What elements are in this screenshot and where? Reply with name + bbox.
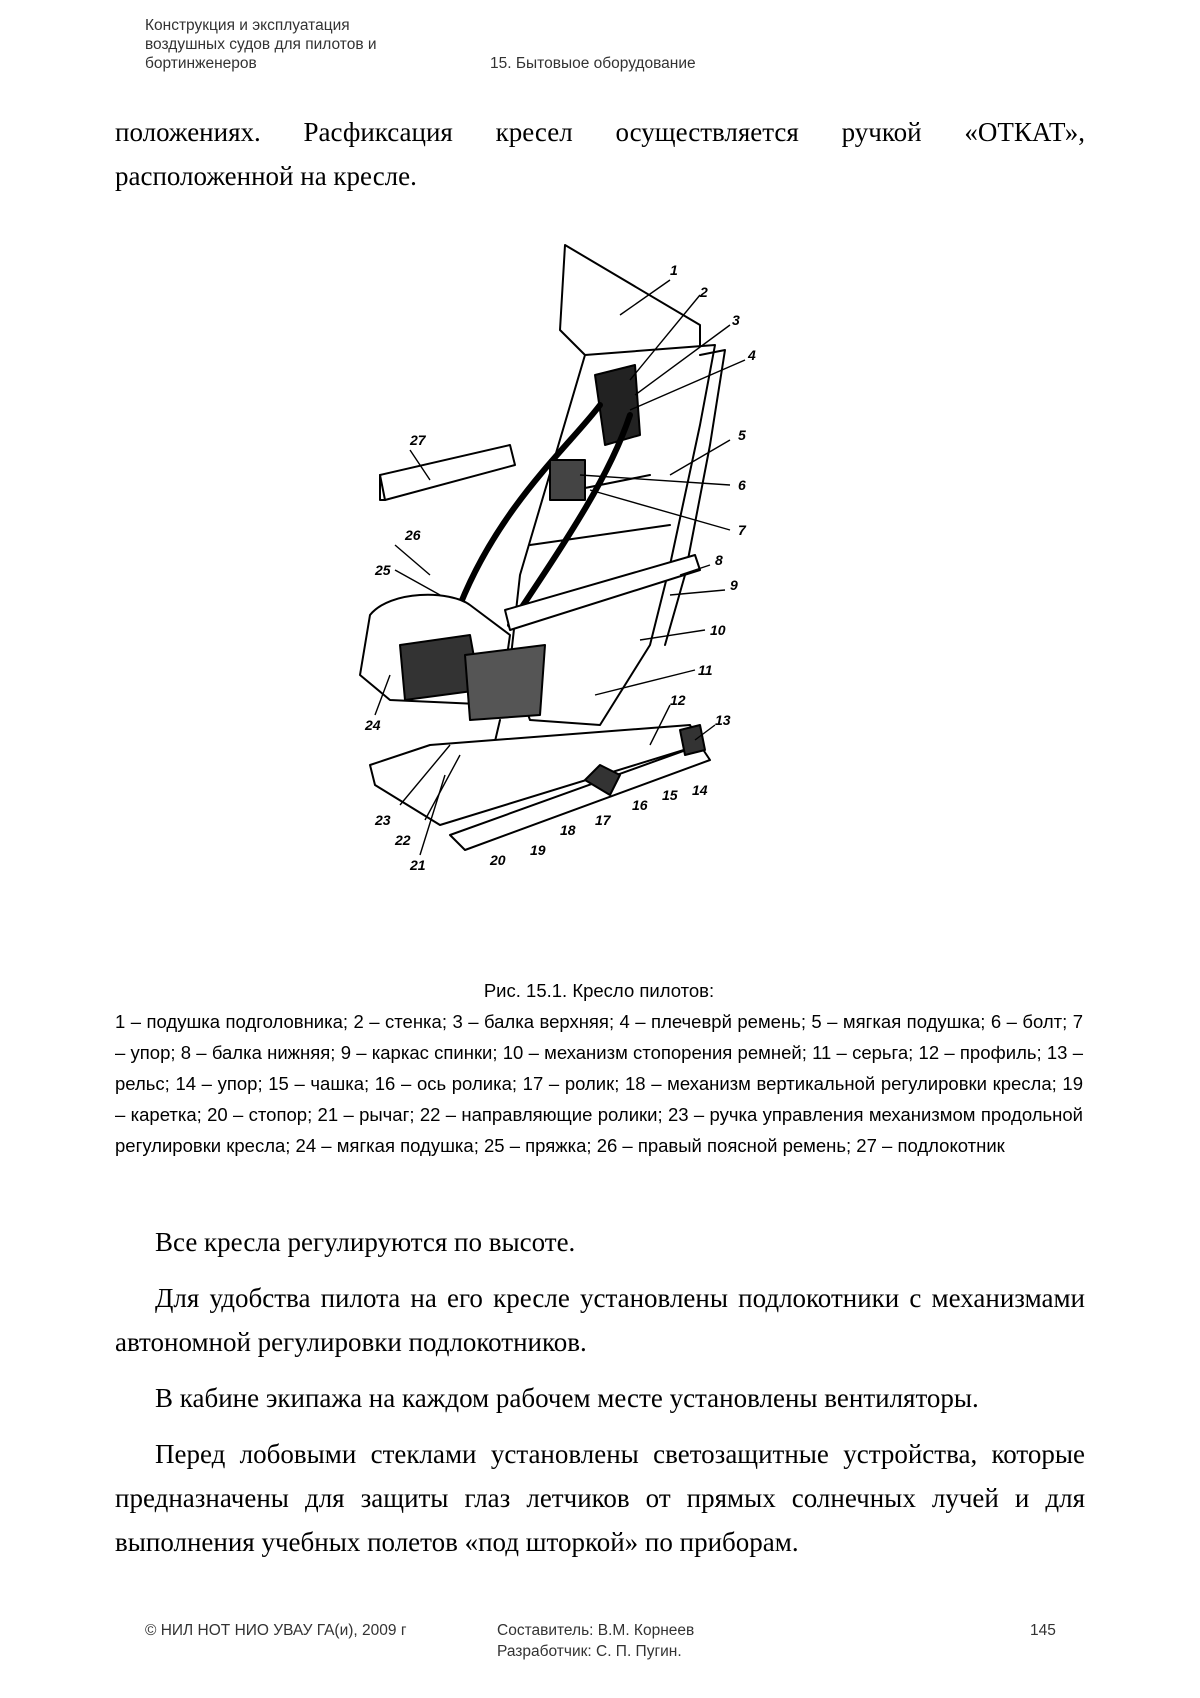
callout-13: 13 [715,712,731,728]
callout-7: 7 [738,522,746,538]
seat-base-block [465,645,545,720]
callout-27: 27 [410,432,426,448]
callout-22: 22 [395,832,411,848]
callout-19: 19 [530,842,546,858]
body-paragraph: Перед лобовыми стеклами установлены светозащитные устройства, которые предназначены для защиты глаз летчиков от прямых солнечных лучей и для выполнения учебных полетов «под шторкой» по приборам. [115,1439,1085,1557]
footer-compiler: Составитель: В.М. Корнеев [497,1622,695,1639]
callout-6: 6 [738,477,746,493]
footer-copyright: © НИЛ НОТ НИО УВАУ ГА(и), 2009 г [145,1622,407,1639]
callout-2: 2 [700,284,708,300]
callout-14: 14 [692,782,708,798]
belt-buckle-center [550,460,585,500]
header-line: Конструкция и эксплуатация [145,17,350,34]
header-line: воздушных судов для пилотов и [145,36,377,53]
top-paragraph: положениях. Расфиксация кресел осуществляется ручкой «ОТКАТ», расположенной на кресле. [115,117,1085,191]
headrest-shape [560,245,700,360]
figure-caption [115,975,1083,1161]
header-line: бортинженеров [145,55,257,72]
callout-3: 3 [732,312,740,328]
callout-18: 18 [560,822,576,838]
callout-11: 11 [698,662,713,678]
callout-10: 10 [710,622,726,638]
callout-21: 21 [410,857,426,873]
callout-9: 9 [730,577,738,593]
body-paragraph: Все кресла регулируются по высоте. [155,1227,576,1257]
callout-4: 4 [748,347,756,363]
callout-17: 17 [595,812,611,828]
callout-12: 12 [670,692,686,708]
armrest-left [380,445,515,500]
body-text [115,1220,1085,1576]
callout-26: 26 [405,527,421,543]
rail-stop [680,725,705,755]
caption-title: Рис. 15.1. Кресло пилотов: [483,980,715,1001]
callout-8: 8 [715,552,723,568]
footer-developer: Разработчик: С. П. Пугин. [497,1643,682,1660]
pilot-seat-figure [365,245,840,945]
callout-20: 20 [490,852,506,868]
callout-15: 15 [662,787,678,803]
body-paragraph: В кабине экипажа на каждом рабочем месте установлены вентиляторы. [155,1383,979,1413]
footer-authors [497,1620,694,1662]
callout-1: 1 [670,262,678,278]
caption-legend: 1 – подушка подголовника; 2 – стенка; 3 – балка верхняя; 4 – плечеврй ремень; 5 – мягкая подушка; 6 – болт; 7 – упор; 8 – балка нижняя; 9 – каркас спинки; 10 – механизм стопорения ремней; 11 – серьга; 12 – профиль; 13 – рельс; 14 – упор; 15 – чашка; 16 – ось ролика; 17 – ролик; 18 – механизм вертикальной регулировки кресла; 19 – каретка; 20 – стопор; 21 – рычаг; 22 – направляющие ролики; 23 – ручка управления механизмом продольной регулировки кресла; 24 – мягкая подушка; 25 – пряжка; 26 – правый поясной ремень; 27 – подлокотник [115,1011,1083,1156]
callout-23: 23 [375,812,391,828]
callout-16: 16 [632,797,648,813]
running-header-title [145,16,445,73]
page-number: 145 [1030,1622,1056,1639]
callout-25: 25 [375,562,391,578]
callout-5: 5 [738,427,746,443]
running-header-section: 15. Бытовыое оборудование [490,55,696,72]
callout-24: 24 [365,717,381,733]
body-paragraph: Для удобства пилота на его кресле установлены подлокотники с механизмами автономной регулировки подлокотников. [115,1283,1085,1357]
